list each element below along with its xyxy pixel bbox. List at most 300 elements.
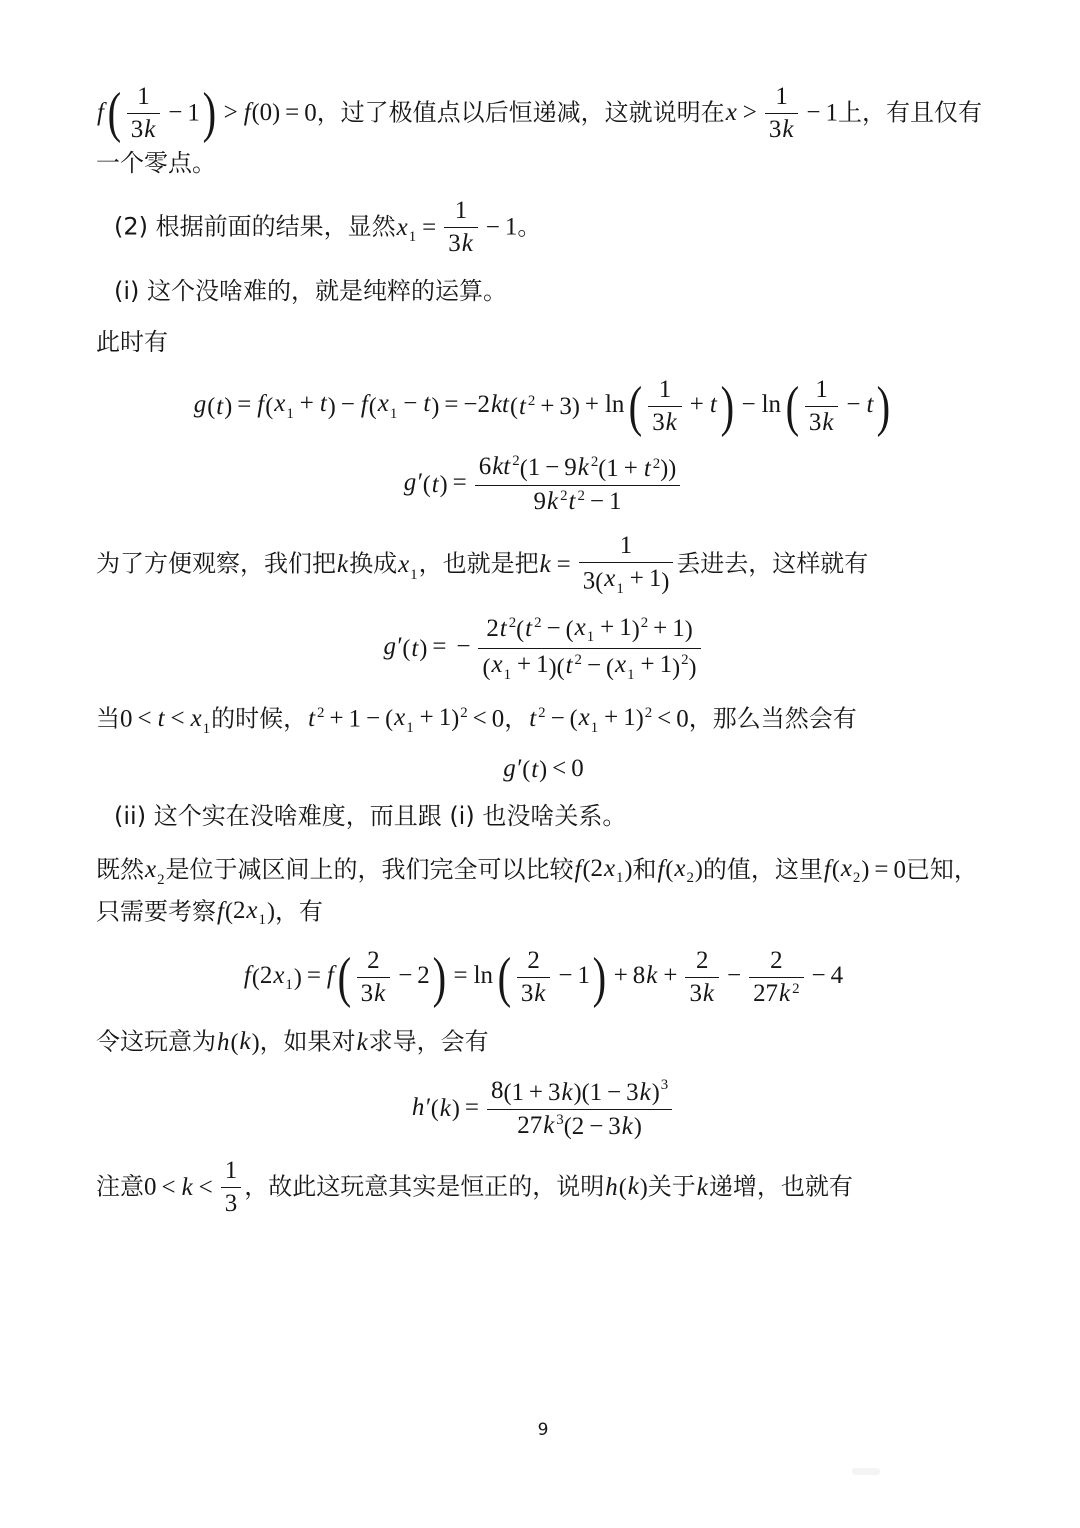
open-paren: ( [422,471,431,498]
math-op: + [299,390,314,418]
fraction [517,946,551,1009]
math-op: + [623,455,638,483]
math-num: 1 [577,962,590,990]
math-var: t [431,470,439,498]
close-paren: ) [571,393,580,420]
close-paren: ) [861,857,870,883]
math-op: = [453,962,468,990]
close-paren: ) [694,857,703,883]
open-paren: ( [385,706,394,733]
math-op: + [613,962,628,990]
math-op: − [366,705,381,733]
paren-group [520,453,677,484]
math-cjk: ，有 [274,897,323,926]
math-num: 1 [659,651,673,679]
math-num: 0 [676,705,689,733]
close-paren: ) [877,375,891,438]
math-sub: 2 [852,870,861,887]
math-var: k [144,115,156,143]
fraction-denominator [357,978,391,1009]
fraction-denominator [517,978,551,1009]
math-op: + [653,614,668,642]
paren-group [335,946,449,1009]
math-var: x [398,551,410,579]
paren-inner [273,390,328,423]
math-num: 27 [753,980,779,1008]
open-paren: ( [251,100,260,127]
fraction-numerator [517,946,551,978]
paren-inner [260,94,272,133]
paren-inner [215,393,224,421]
equation [96,375,990,438]
open-paren: ( [582,857,591,883]
math-num: 2 [770,947,783,975]
paren-inner [606,454,660,484]
fraction-denominator [478,649,700,685]
close-paren: ) [439,471,448,498]
content [96,82,990,1233]
paragraph [96,1156,990,1219]
math-num: 3 [626,1078,639,1106]
math-sup: 2 [538,705,546,722]
close-paren: ) [624,857,633,883]
math-op: = [285,99,300,127]
math-num: 1 [648,565,662,593]
paren-group [570,699,644,740]
math-cjk: 丢进去，这样就有 [676,550,869,579]
math-sup: 2 [508,614,517,631]
math-num: 1 [527,453,541,481]
math-var: t [568,488,576,516]
math-num: 0 [491,705,505,733]
math-cjk: 注意 [96,1172,144,1201]
paren-inner [260,962,294,995]
math-op: = [556,551,571,579]
math-sup: 2 [792,980,800,997]
math-var: x [615,651,627,679]
paren-inner [603,564,661,599]
paren-group [385,699,459,740]
math-op: + [329,705,344,733]
math-op: > [223,99,238,127]
close-paren: ) [661,568,670,595]
open-paren: ( [482,654,491,681]
open-paren: ( [785,375,800,438]
paren-group [482,650,556,685]
paren-inner [393,699,451,740]
math-op: − [546,614,561,642]
paren-inner [840,850,862,891]
math-num: −2 [463,391,490,419]
paren-group [265,390,336,423]
paren-inner [673,850,695,891]
close-paren: ) [327,393,336,420]
math-num: 2 [259,961,273,989]
math-cjk: ，那么当然会有 [688,704,857,733]
math-num: 8 [632,962,646,990]
math-var: h [217,1028,230,1056]
math-num: 0 [304,99,317,127]
fraction-numerator [579,531,674,563]
math-num: 1 [608,488,622,516]
close-paren: ) [539,757,548,784]
fraction-denominator [475,486,680,517]
math-var: k [627,1173,639,1201]
paren-inner [490,650,548,685]
close-paren: ) [266,899,275,926]
math-var: x [394,703,406,731]
close-paren: ) [635,706,644,733]
math-sub: 2 [157,871,165,888]
math-cjk: 上，有且仅有一个零点。 [96,98,982,177]
math-num: 2 [695,947,709,975]
fraction-denominator [444,228,478,259]
math-op: = [444,391,459,419]
math-op: < [137,705,152,733]
fraction [487,1076,672,1142]
close-paren: ) [684,617,693,644]
fraction-numerator [749,946,803,978]
fraction [749,946,803,1009]
math-var: x [674,854,686,882]
math-sup: 2 [577,488,585,505]
math-op: − [727,962,742,990]
math-var: k [439,1095,451,1123]
math-sup: 2 [534,614,542,631]
paren-group [557,650,697,685]
paren-group [564,1112,642,1142]
math-sub: 1 [627,667,635,684]
math-var: f [326,962,334,990]
math-num: 2 [590,854,603,882]
paragraph [96,699,990,741]
fraction-numerator [475,452,680,486]
math-var: t [709,391,717,419]
math-var: t [643,455,651,483]
open-paren: ( [430,1096,439,1123]
math-var: x [396,213,408,241]
math-op: − [403,390,418,418]
math-var: x [840,854,852,882]
math-var: t [411,634,419,662]
math-op: = [422,213,437,241]
math-op: − [607,1078,622,1106]
page-number: 9 [537,1420,549,1440]
math-var: k [374,980,386,1008]
close-paren: ) [660,456,669,483]
paren-group [495,946,609,1009]
math-num: 1 [619,613,632,641]
math-num: 3 [559,392,572,420]
math-var: x [274,390,286,418]
paren-inner [524,613,685,648]
math-op: − [558,962,573,990]
math-sub: 1 [408,229,417,246]
math-var: x [273,961,285,989]
fraction-denominator [487,1110,672,1142]
math-cjk: 。 [517,212,542,241]
math-num: 1 [536,651,549,679]
math-num: 0 [120,705,133,733]
open-paren: ( [337,946,351,1009]
math-sub: 1 [616,870,624,887]
math-op: + [528,1078,543,1106]
math-op: = [237,391,252,419]
fraction-numerator [685,946,719,978]
paren-inner [578,699,636,740]
math-op: = [452,469,467,497]
math-var: f [823,856,831,884]
math-num: 1 [658,376,672,404]
math-num: 2 [367,947,380,975]
math-var: t [866,391,874,419]
open-paren: ( [509,393,518,420]
fraction-denominator [648,407,682,438]
math-num: 1 [504,213,518,241]
math-num: 1 [825,99,838,127]
math-var: x [190,705,202,733]
math-var: x [725,99,737,127]
math-var: k [543,1111,555,1139]
math-var: x [145,856,157,884]
math-num: 3 [548,1078,561,1106]
paren-inner [802,375,875,438]
math-op: + [540,392,555,420]
math-op: + [600,613,615,641]
math-num: 0 [571,754,584,782]
fraction-numerator [221,1156,241,1188]
open-paren: ( [665,857,674,883]
math-op: − [550,705,565,733]
math-cjk: ，如果对 [259,1027,356,1056]
paren-group [582,1078,660,1108]
fraction-numerator [444,196,478,228]
math-cjk: (i) 这个没啥难的，就是纯粹的运算。 [114,276,508,305]
math-num: 3 [360,980,374,1008]
open-paren: ( [522,757,531,784]
math-var: t [423,390,431,418]
paren-inner [511,1078,573,1108]
math-var: k [665,409,677,437]
math-var: k [546,488,559,516]
open-paren: ( [107,82,122,145]
paren-inner [528,453,669,484]
open-paren: ( [831,857,840,883]
paren-inner [530,756,539,784]
close-paren: ) [451,1096,460,1123]
math-op: − [741,391,756,419]
math-op: + [604,703,619,731]
fraction-numerator [487,1076,672,1109]
math-op: = [464,1093,479,1121]
math-op: + [663,962,678,990]
paren-group [619,1168,648,1207]
paren-group [783,375,893,438]
math-num: 1 [775,83,788,110]
open-paren: ( [569,706,578,733]
math-num: 1 [187,99,200,127]
math-var: k [356,1028,368,1056]
math-op: = [874,856,889,884]
equation [96,452,990,517]
math-cjk: ，故此这玩意其实是恒正的，说明 [244,1172,605,1201]
math-var: x [491,651,503,679]
math-var: x [604,565,616,593]
math-var: g [193,391,207,419]
paren-inner [410,635,419,663]
math-num: 27 [517,1111,543,1139]
math-sub: 1 [586,629,595,646]
paren-group [252,962,302,995]
fraction-numerator [127,82,161,114]
paren-group [230,1023,259,1062]
math-num: 3 [608,1113,621,1141]
paren-group [423,471,448,499]
paragraph [96,798,990,835]
math-num: 3 [130,115,144,143]
paragraph [96,273,990,310]
equation [96,1076,990,1142]
close-paren: ) [224,393,233,420]
math-op: < [198,1173,213,1201]
math-op: = [432,633,447,661]
paren-inner [614,650,672,685]
math-var: k [782,115,794,143]
paren-group [225,892,275,933]
math-var: t [531,756,539,784]
math-var: k [779,980,791,1008]
equation [96,946,990,1009]
fraction [765,82,799,145]
math-cjk: 既然 [96,855,144,884]
close-paren: ) [293,964,302,991]
paren-group [252,94,280,133]
math-cjk: 当 [96,704,120,733]
fraction [805,375,839,438]
paragraph [96,196,990,259]
open-paren: ( [230,1029,239,1056]
math-num: 2 [571,1113,585,1141]
math-var: k [461,230,473,257]
math-var: t [157,705,165,733]
open-paren: ( [265,393,274,420]
math-sub: 1 [202,720,211,737]
math-var: k [702,980,714,1008]
math-var: g′ [403,469,422,497]
math-num: 2 [417,962,430,990]
math-num: 1 [511,1078,524,1106]
close-paren: ) [573,1079,582,1106]
paren-group [516,613,693,648]
paren-group [503,1078,581,1108]
paren-group [598,454,668,484]
math-var: f [217,898,224,926]
paragraph [96,531,990,598]
math-num: 6 [478,453,492,481]
math-fn: ln [761,391,782,419]
math-cjk: (ii) 这个实在没啥难度，而且跟 (i) 也没啥关系。 [114,802,627,831]
paren-group [582,850,632,891]
close-paren: ) [451,706,460,733]
paragraph [96,82,990,182]
math-var: t [525,614,533,642]
math-num: 3 [808,409,822,437]
math-var: k [646,962,658,990]
math-num: 1 [224,1157,238,1185]
math-cjk: (2) 根据前面的结果，显然 [114,212,396,241]
math-var: t [529,705,537,733]
paren-inner [574,613,632,648]
fraction [475,452,680,517]
math-op: − [545,453,560,481]
math-var: f [574,856,582,884]
math-var: f [360,391,368,419]
fraction-denominator [221,1188,241,1219]
fraction-numerator [805,375,839,407]
paren-inner [124,82,200,145]
math-op: − [456,633,471,661]
close-paren: ) [202,82,216,145]
math-fn: ln [473,962,494,990]
math-op: − [340,391,355,419]
math-var: k [621,1113,633,1141]
close-paren: ) [720,375,734,438]
open-paren: ( [519,455,528,482]
fraction [444,196,478,259]
math-op: + [517,651,532,679]
math-cjk: 此时有 [96,328,168,357]
math-cjk: 换成 [349,550,398,579]
open-paren: ( [598,456,607,483]
math-op: − [846,391,861,419]
math-sup: 2 [652,455,661,472]
close-paren: ) [251,1029,260,1056]
math-sub: 1 [389,406,398,423]
math-op: < [552,754,567,782]
math-num: 3 [448,230,461,257]
fraction-denominator [579,563,674,599]
paren-group [566,613,640,648]
math-cjk: ，也就是把 [418,550,539,579]
fraction-numerator [648,375,682,407]
math-var: h [605,1173,618,1201]
math-var: k [337,551,349,579]
math-var: k [534,980,546,1008]
math-num: 1 [589,1078,603,1106]
paren-group [105,82,219,145]
close-paren: ) [639,1174,648,1201]
math-var: x [246,896,258,924]
math-var: f [243,99,251,127]
math-var: f [257,391,265,419]
close-paren: ) [431,393,440,420]
math-sup: 2 [527,392,536,409]
close-paren: ) [272,100,281,127]
math-var: h′ [411,1093,430,1121]
math-op: + [584,391,599,419]
fraction [478,613,700,685]
close-paren: ) [651,1079,660,1106]
math-cjk: 为了方便观察，我们把 [96,550,336,579]
paren-inner [572,1112,634,1142]
math-var: t [216,392,224,420]
math-sub: 1 [406,719,414,736]
open-paren: ( [402,635,411,662]
math-num: 1 [672,614,685,642]
paren-inner [233,892,267,933]
math-op: − [806,99,821,127]
paren-group [606,650,680,685]
